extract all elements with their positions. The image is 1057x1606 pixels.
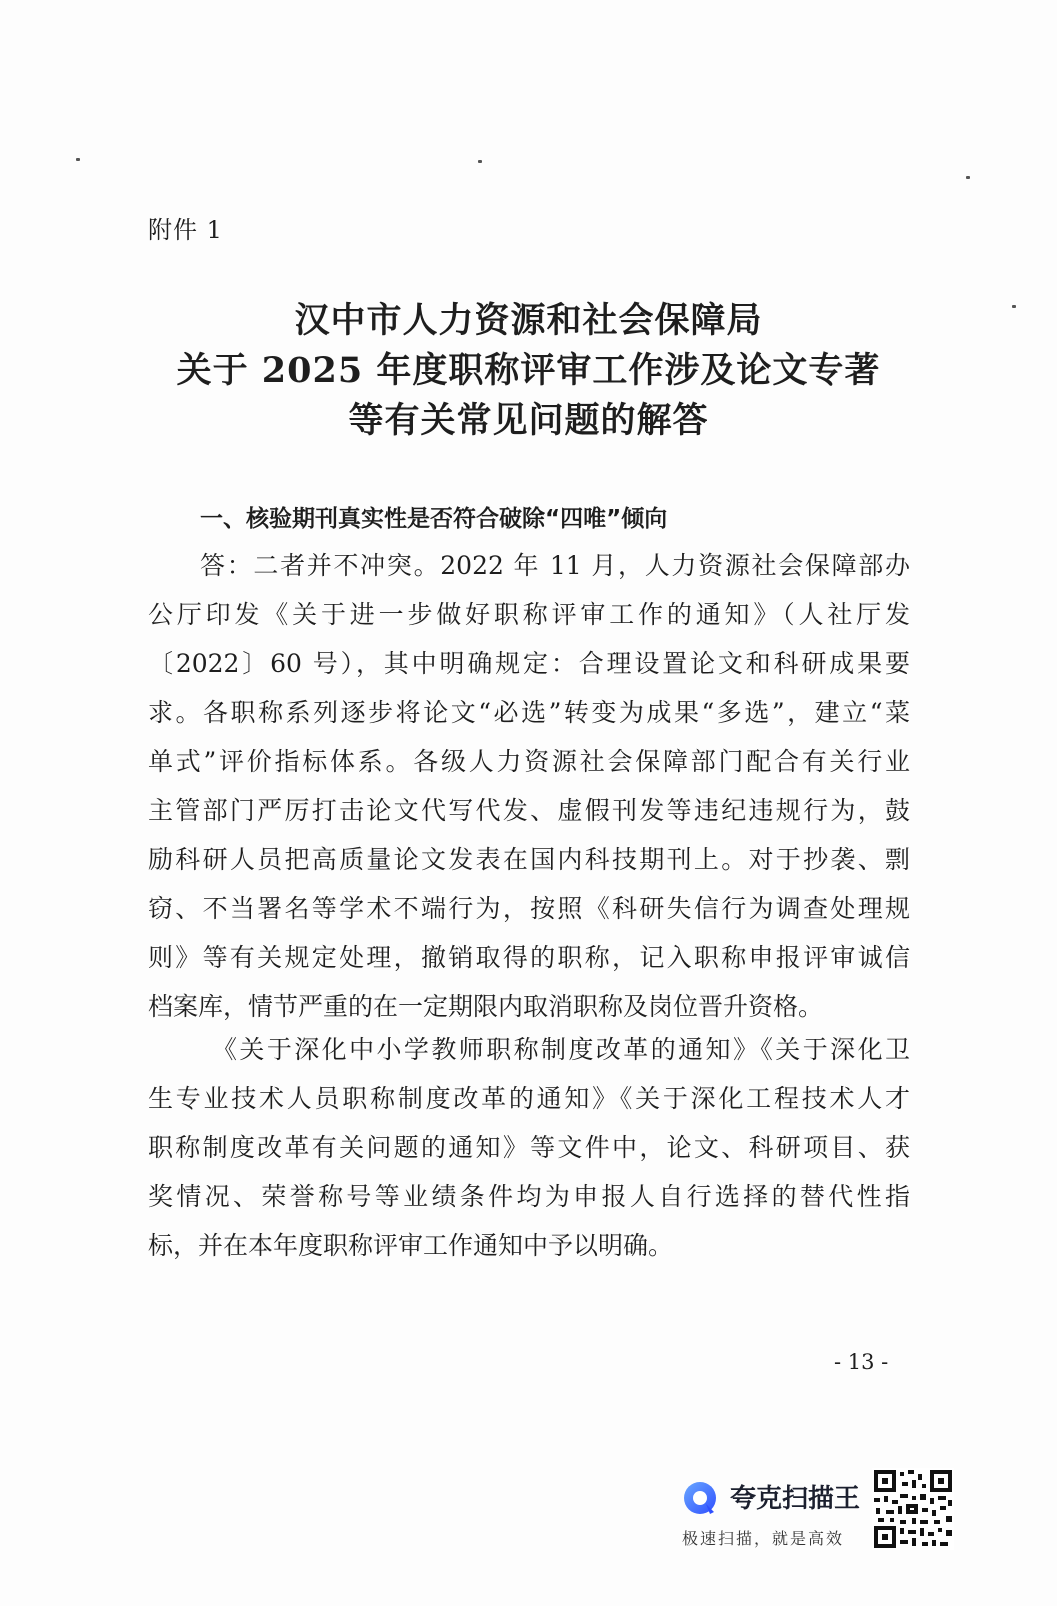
title-line: 等有关常见问题的解答 <box>348 400 709 441</box>
paragraph-line: 公厅印发《关于进一步做好职称评审工作的通知》（人社厅发 <box>148 600 910 629</box>
scan-speck <box>966 176 970 179</box>
paragraph-line: 生专业技术人员职称制度改革的通知》《关于深化工程技术人才 <box>148 1084 910 1113</box>
page-number: - 13 - <box>834 1350 889 1374</box>
paragraph-line: 则》等有关规定处理，撤销取得的职称，记入职称申报评审诚信 <box>148 943 910 972</box>
paragraph-line: 答：二者并不冲突。2022 年 11 月，人力资源社会保障部办 <box>200 551 910 580</box>
attachment-label: 附件 1 <box>148 216 223 244</box>
section-heading: 一、核验期刊真实性是否符合破除“四唯”倾向 <box>200 506 668 532</box>
scan-speck <box>1012 305 1016 308</box>
scan-speck <box>478 160 482 163</box>
paragraph-line: 励科研人员把高质量论文发表在国内科技期刊上。对于抄袭、剽 <box>148 845 910 874</box>
paragraph-line: 单式”评价指标体系。各级人力资源社会保障部门配合有关行业 <box>148 747 910 776</box>
page-title <box>120 296 937 446</box>
paragraph-line: 标，并在本年度职称评审工作通知中予以明确。 <box>148 1231 674 1260</box>
answer-paragraph-2 <box>148 1025 910 1270</box>
paragraph-line: 求。各职称系列逐步将论文“必选”转变为成果“多选”，建立“菜 <box>148 698 910 727</box>
scanner-slogan: 极速扫描，就是高效 <box>682 1529 845 1548</box>
paragraph-line: 主管部门严厉打击论文代写代发、虚假刊发等违纪违规行为，鼓 <box>148 796 910 825</box>
paragraph-line: 档案库，情节严重的在一定期限内取消职称及岗位晋升资格。 <box>148 992 824 1021</box>
scanner-app-name: 夸克扫描王 <box>730 1484 861 1514</box>
title-line: 汉中市人力资源和社会保障局 <box>294 300 763 341</box>
paragraph-line: 职称制度改革有关问题的通知》等文件中，论文、科研项目、获 <box>148 1133 910 1162</box>
answer-paragraph-1 <box>148 541 910 1031</box>
qr-code-icon <box>872 1468 954 1550</box>
paragraph-line: 《关于深化中小学教师职称制度改革的通知》《关于深化卫 <box>212 1035 910 1064</box>
scan-speck <box>76 158 80 161</box>
paragraph-line: 窃、不当署名等学术不端行为，按照《科研失信行为调查处理规 <box>148 894 910 923</box>
paragraph-line: 奖情况、荣誉称号等业绩条件均为申报人自行选择的替代性指 <box>148 1182 910 1211</box>
quark-logo-icon <box>680 1478 720 1518</box>
paragraph-line: 〔2022〕60 号），其中明确规定：合理设置论文和科研成果要 <box>148 649 910 678</box>
scanner-watermark <box>676 1468 876 1558</box>
title-line: 关于 2025 年度职称评审工作涉及论文专著 <box>176 350 881 391</box>
